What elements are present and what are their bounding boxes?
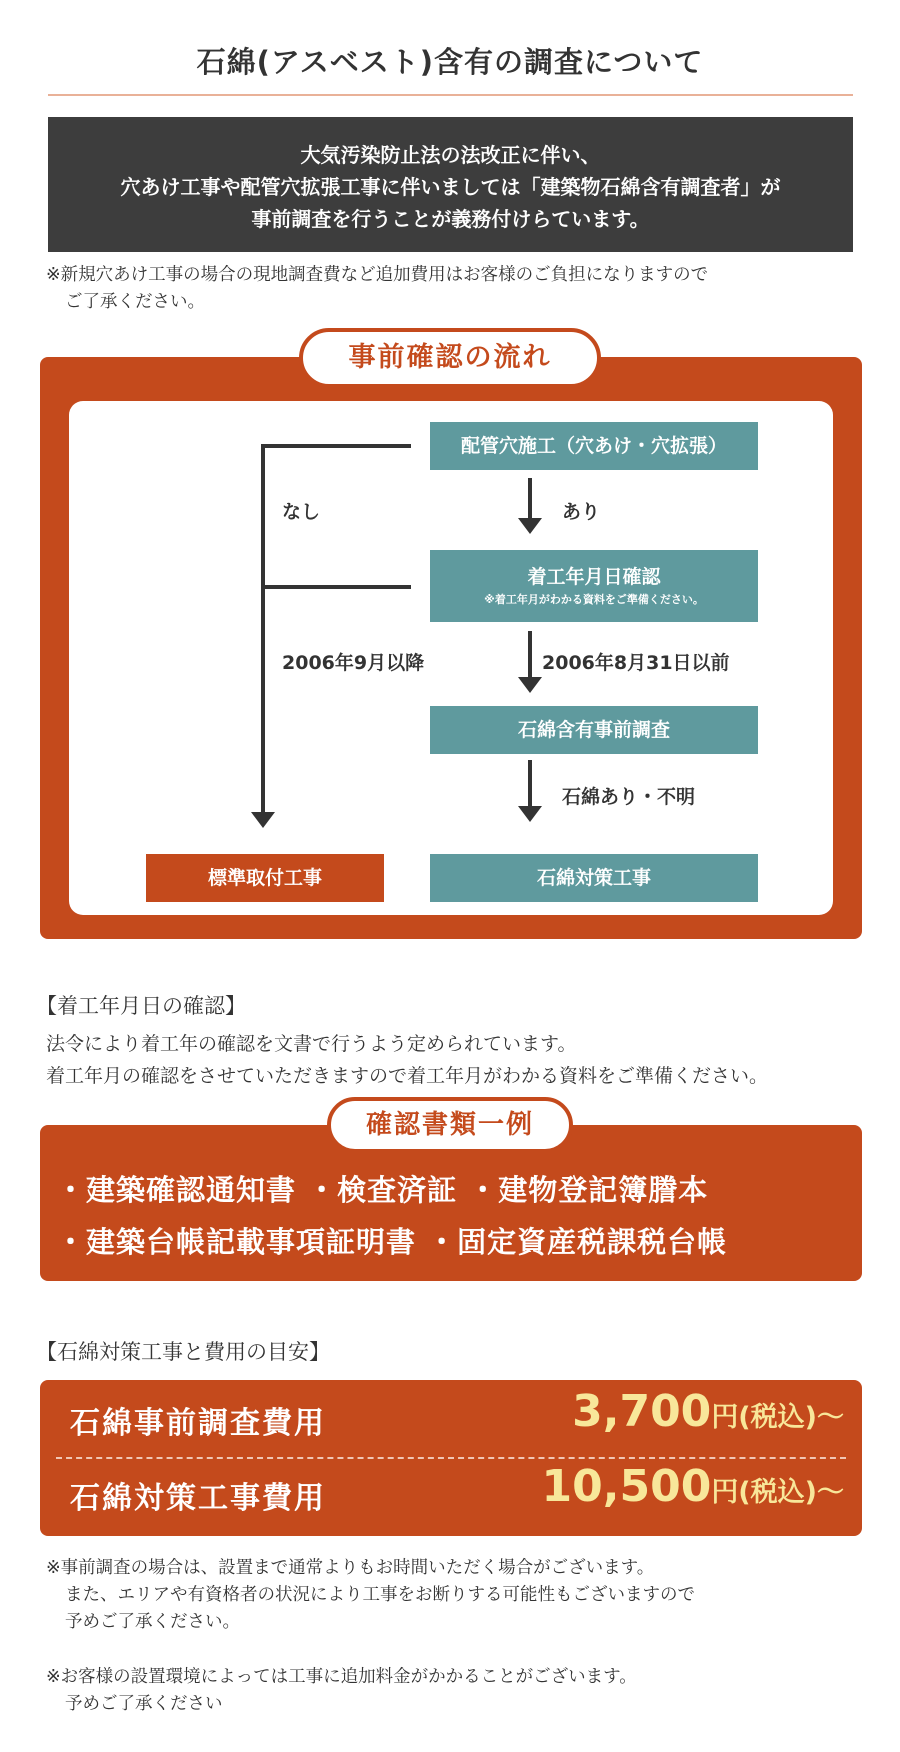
cost-label: 石綿対策工事費用 (70, 1481, 326, 1516)
title-divider (48, 94, 853, 96)
result-standard-install (146, 854, 384, 902)
branch-label-none: なし (282, 501, 321, 523)
step-label: 石綿含有事前調査 (517, 719, 670, 741)
step-label: 配管穴施工（穴あけ・穴拡張） (460, 435, 727, 457)
notice-line: 大気汚染防止法の法改正に伴い、 (300, 143, 601, 167)
cost-label: 石綿事前調査費用 (70, 1406, 326, 1441)
cost-price (542, 1461, 844, 1512)
flow-title: 事前確認の流れ (299, 328, 601, 388)
documents-list-line: ・建築確認通知書 ・検査済証 ・建物登記簿謄本 (56, 1173, 709, 1207)
schedule-note (46, 1555, 695, 1636)
arrow-down-icon (518, 806, 542, 822)
section-heading-cost: 【石綿対策工事と費用の目安】 (36, 1340, 330, 1364)
regulation-notice (48, 117, 853, 252)
connector-line (261, 444, 265, 815)
note-line: 予めご了承ください (65, 1694, 223, 1714)
note-line: 予めご了承ください。 (65, 1612, 240, 1632)
note-line: ご了承ください。 (65, 292, 205, 312)
result-asbestos-work (430, 854, 758, 902)
cost-amount: 10,500 (541, 1461, 712, 1512)
text-line: 着工年月の確認をさせていただきますので着工年月がわかる資料をご準備ください。 (46, 1065, 769, 1087)
extra-fee-note (46, 1664, 637, 1718)
step-sublabel: ※着工年月がわかる資料をご準備ください。 (484, 593, 704, 606)
branch-label-asbestos: 石綿あり・不明 (562, 786, 696, 808)
page-title: 石綿(アスベスト)含有の調査について (196, 45, 704, 79)
cost-amount: 3,700 (572, 1386, 712, 1437)
notice-line: 穴あけ工事や配管穴拡張工事に伴いましては「建築物石綿含有調査者」が (120, 175, 781, 199)
connector-line (528, 760, 532, 808)
arrow-down-icon (518, 518, 542, 534)
notice-line: 事前調査を行うことが義務付けらています。 (251, 207, 650, 231)
connector-line (528, 631, 532, 679)
note-line: ※お客様の設置環境によっては工事に追加料金がかかることがございます。 (46, 1667, 637, 1687)
date-explanation (46, 1028, 768, 1092)
documents-list-line: ・建築台帳記載事項証明書 ・固定資産税課税台帳 (56, 1225, 728, 1259)
arrow-down-icon (518, 677, 542, 693)
arrow-down-icon (251, 812, 275, 828)
cost-divider (56, 1457, 846, 1459)
text-line: 法令により着工年の確認を文書で行うよう定められています。 (46, 1033, 577, 1055)
branch-label-after-2006: 2006年9月以降 (282, 652, 425, 674)
documents-title: 確認書類一例 (327, 1097, 573, 1153)
branch-label-before-2006: 2006年8月31日以前 (542, 652, 730, 674)
cost-price (572, 1386, 844, 1437)
cost-unit: 円(税込)～ (711, 1477, 844, 1508)
note-line: ※事前調査の場合は、設置まで通常よりもお時間いただく場合がございます。 (46, 1558, 655, 1578)
additional-cost-note (46, 262, 708, 316)
step-label: 着工年月日確認 (527, 566, 661, 588)
step-drilling (430, 422, 758, 470)
cost-unit: 円(税込)～ (711, 1402, 844, 1433)
result-label: 標準取付工事 (207, 867, 322, 889)
result-label: 石綿対策工事 (536, 867, 651, 889)
connector-line (261, 585, 411, 589)
connector-line (528, 478, 532, 520)
note-line: また、エリアや有資格者の状況により工事をお断りする可能性もございますので (65, 1585, 695, 1605)
step-construction-date (430, 550, 758, 622)
note-line: ※新規穴あけ工事の場合の現地調査費など追加費用はお客様のご負担になりますので (46, 265, 709, 285)
step-pre-survey (430, 706, 758, 754)
connector-line (261, 444, 411, 448)
section-heading-date: 【着工年月日の確認】 (36, 994, 246, 1018)
branch-label-yes: あり (562, 501, 601, 523)
